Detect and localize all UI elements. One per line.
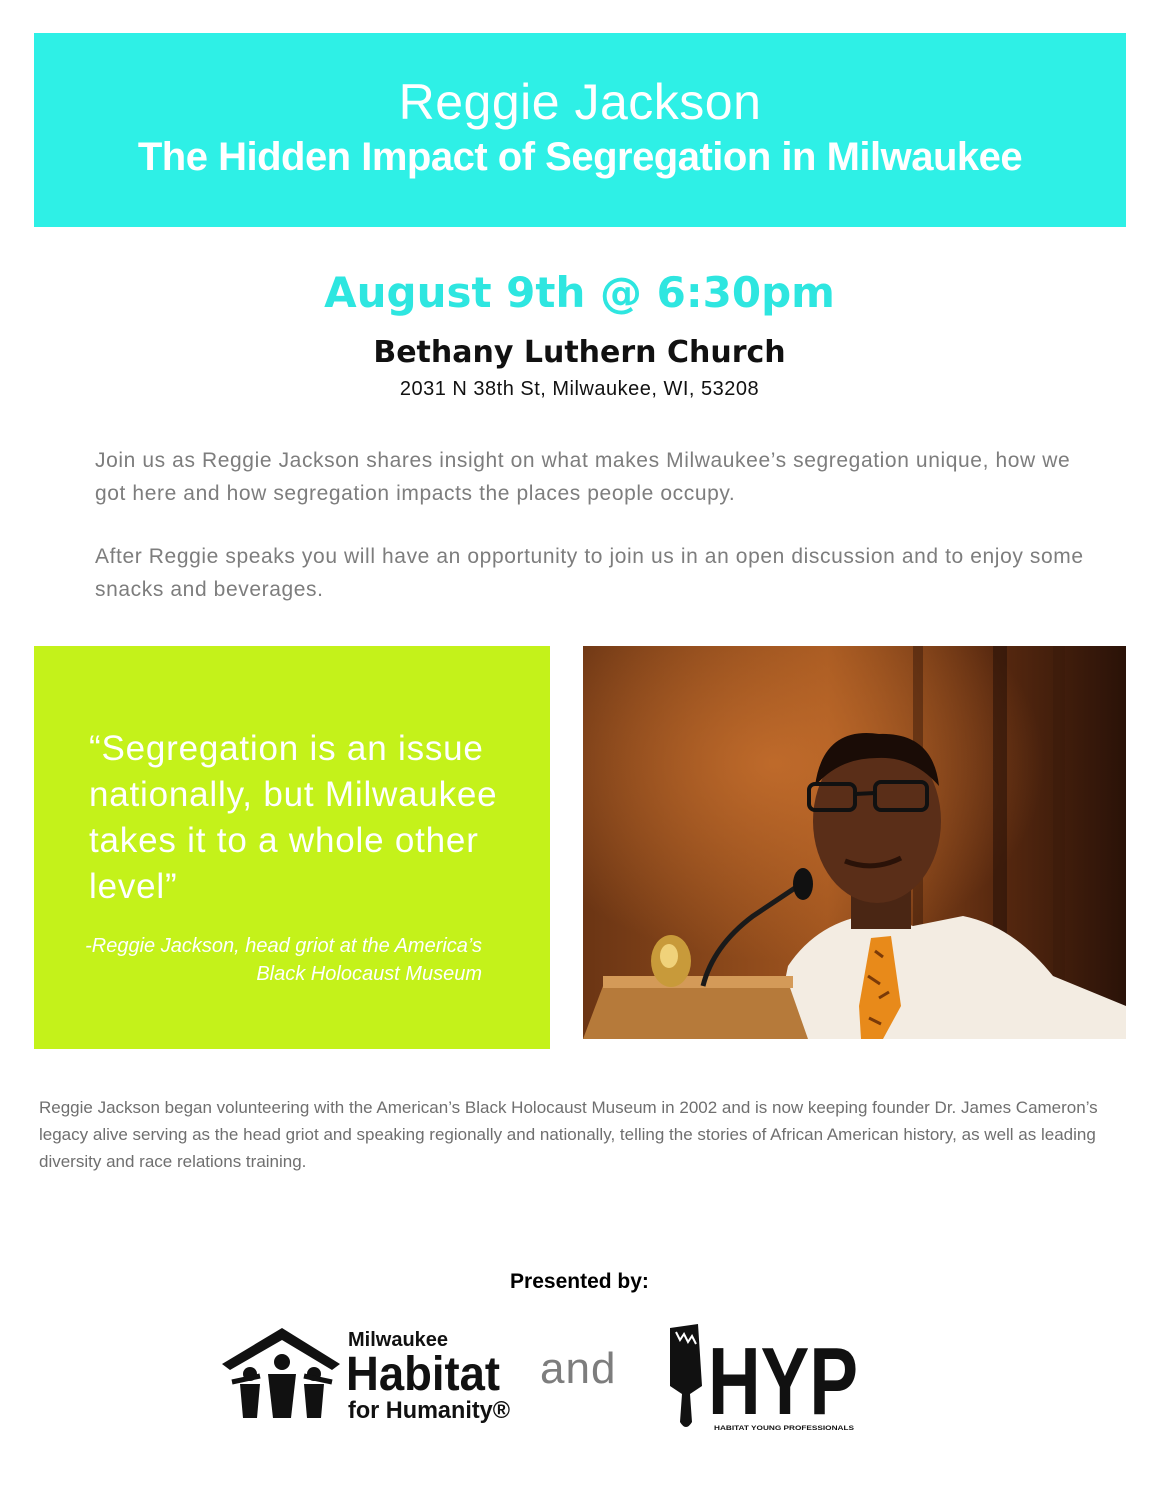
event-address: 2031 N 38th St, Milwaukee, WI, 53208 <box>399 378 760 400</box>
presented-by-label: Presented by: <box>510 1270 649 1293</box>
habitat-for-humanity-logo <box>220 1324 520 1424</box>
speaker-photo <box>583 646 1126 1039</box>
sponsor-logos <box>0 1320 1159 1440</box>
event-date-time: August 9th @ 6:30pm <box>324 268 835 317</box>
speaker-name: Reggie Jackson <box>398 74 762 130</box>
header-banner <box>34 33 1126 227</box>
intro-paragraph-2: After Reggie speaks you will have an opportunity to join us in an open discussion and to enjoy some snacks and beverages. <box>95 545 1084 601</box>
hyp-logo <box>668 1322 860 1434</box>
event-venue: Bethany Luthern Church <box>373 335 786 370</box>
svg-text:Habitat: Habitat <box>346 1348 501 1401</box>
speaker-bio: Reggie Jackson began volunteering with the American’s Black Holocaust Museum in 2002 and is now keeping founder Dr. James Cameron’s legacy alive serving as the head griot and speaking regionally and nationally, telling the stories of African American history, as well as leading diversity and race relations training. <box>39 1098 1098 1171</box>
quote-text: “Segregation is an issue nationally, but Milwaukee takes it to a whole other level” <box>89 729 498 906</box>
quote-attribution: -Reggie Jackson, head griot at the America’s Black Holocaust Museum <box>85 935 482 985</box>
svg-text:HYP: HYP <box>708 1328 858 1434</box>
quote-box <box>34 646 550 1049</box>
svg-text:HABITAT YOUNG PROFESSIONALS: HABITAT YOUNG PROFESSIONALS <box>714 1426 854 1432</box>
svg-text:for Humanity®: for Humanity® <box>348 1397 511 1424</box>
event-title: The Hidden Impact of Segregation in Milwaukee <box>137 135 1023 179</box>
intro-paragraph-1: Join us as Reggie Jackson shares insight on what makes Milwaukee’s segregation unique, how we got here and how segregation impacts the places people occupy. <box>95 449 1071 505</box>
and-text: and <box>540 1344 617 1393</box>
svg-text:Milwaukee: Milwaukee <box>348 1329 449 1351</box>
